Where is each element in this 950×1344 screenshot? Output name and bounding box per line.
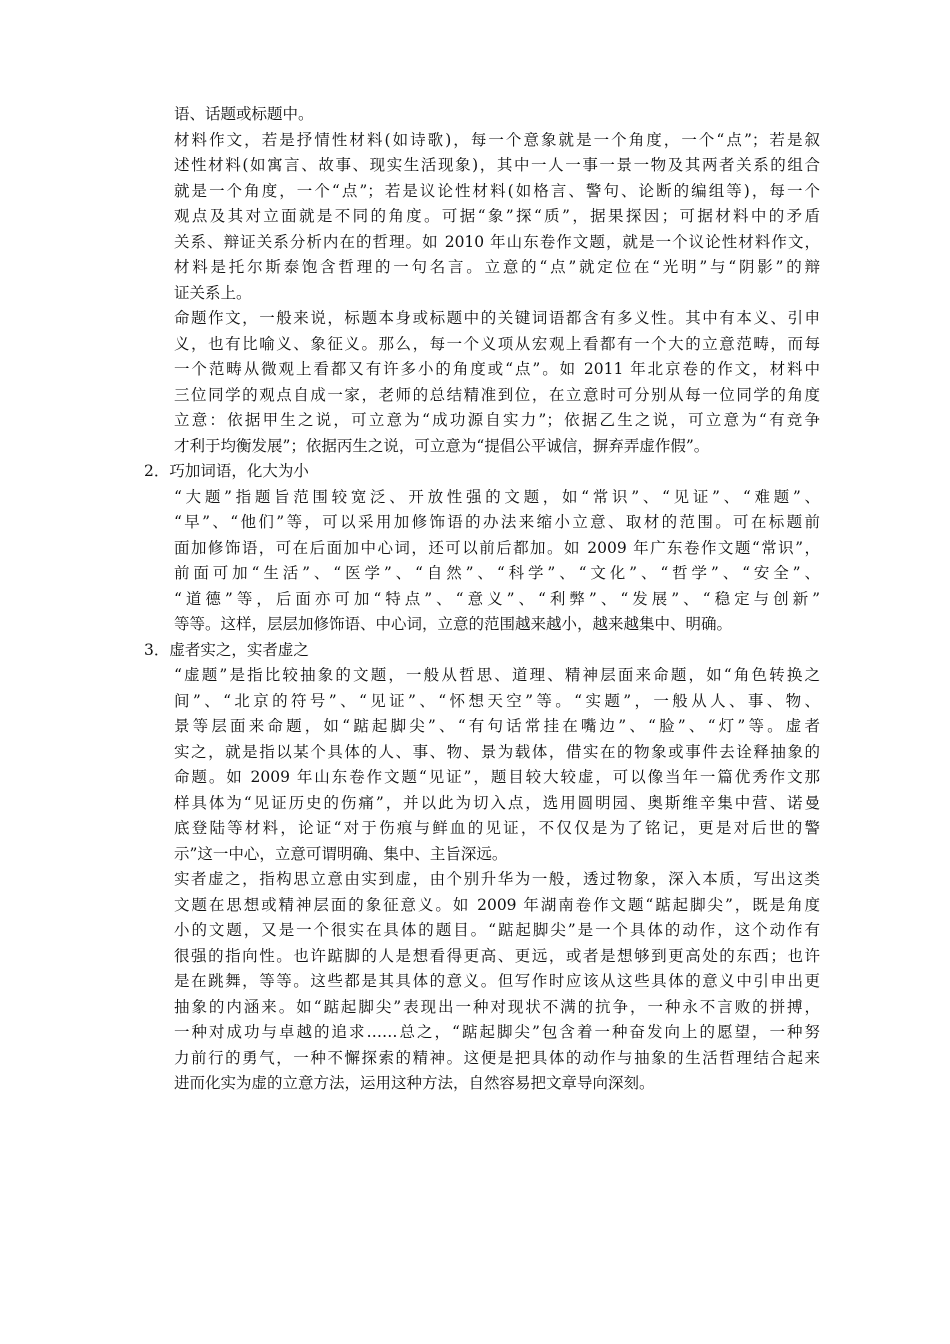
paragraph-line: 样具体为“见证历史的伤痛”，并以此为切入点，选用圆明园、奥斯维辛集中营、诺曼 <box>174 793 820 812</box>
paragraph-line: 材料是托尔斯泰饱含哲理的一句名言。立意的“点”就定位在“光明”与“阴影”的辩 <box>174 258 820 276</box>
paragraph-line: 就是一个角度，一个“点”；若是议论性材料(如格言、警句、论断的编组等)，每一个 <box>174 181 820 200</box>
paragraph-line: “大题”指题旨范围较宽泛、开放性强的文题，如“常识”、“见证”、“难题”、 <box>174 487 820 506</box>
paragraph-line: 才利于均衡发展”；依据丙生之说，可立意为“提倡公平诚信，摒弃弄虚作假”。 <box>174 436 710 455</box>
paragraph-line: 述性材料(如寓言、故事、现实生活现象)，其中一人一事一景一物及其两者关系的组合 <box>174 156 820 174</box>
paragraph-line: “虚题”是指比较抽象的文题，一般从哲思、道理、精神层面来命题，如“角色转换之 <box>174 666 820 684</box>
paragraph-line: 观点及其对立面就是不同的角度。可据“象”探“质”，据果探因；可据材料中的矛盾 <box>174 207 820 225</box>
paragraph-line: 命题作文，一般来说，标题本身或标题中的关键词语都含有多义性。其中有本义、引申 <box>174 309 820 327</box>
paragraph-line: 义，也有比喻义、象征义。那么，每一个义项从宏观上看都有一个大的立意范畴，而每 <box>174 334 820 353</box>
paragraph-line: 材料作文，若是抒情性材料(如诗歌)，每一个意象就是一个角度，一个“点”；若是叙 <box>174 130 820 149</box>
paragraph-line: 一种对成功与卓越的追求……总之，“踮起脚尖”包含着一种奋发向上的愿望，一种努 <box>174 1023 820 1041</box>
paragraph-line: 景等层面来命题，如“踮起脚尖”、“有句话常挂在嘴边”、“脸”、“灯”等。虚者 <box>174 717 820 735</box>
paragraph-line: 文题在思想或精神层面的象征意义。如 2009 年湖南卷作文题“踮起脚尖”，既是角度 <box>174 895 820 914</box>
section-heading: 3．虚者实之，实者虚之 <box>144 640 309 659</box>
paragraph-line: 间”、“北京的符号”、“见证”、“怀想天空”等。“实题”，一般从人、事、物、 <box>174 691 820 710</box>
paragraph-line: 一个范畴从微观上看都又有许多小的角度或“点”。如 2011 年北京卷的作文，材料中 <box>174 360 820 378</box>
paragraph-line: 面加修饰语，可在后面加中心词，还可以前后都加。如 2009 年广东卷作文题“常识”， <box>174 538 820 557</box>
paragraph-line: 底登陆等材料，论证“对于伤痕与鲜血的见证，不仅仅是为了铭记，更是对后世的警 <box>174 819 820 837</box>
paragraph-line: 是在跳舞，等等。这些都是其具体的意义。但写作时应该从这些具体的意义中引申出更 <box>174 972 820 990</box>
paragraph-line: 实者虚之，指构思立意由实到虚，由个别升华为一般，透过物象，深入本质，写出这类 <box>174 870 820 888</box>
paragraph-line: 关系、辩证关系分析内在的哲理。如 2010 年山东卷作文题，就是一个议论性材料作文， <box>174 232 820 251</box>
paragraph-line: 前面可加“生活”、“医学”、“自然”、“科学”、“文化”、“哲学”、“安全”、 <box>174 564 820 582</box>
section-heading: 2．巧加词语，化大为小 <box>144 462 309 480</box>
paragraph-line: “早”、“他们”等，可以采用加修饰语的办法来缩小立意、取材的范围。可在标题前 <box>174 513 820 531</box>
paragraph-line: 命题。如 2009 年山东卷作文题“见证”，题目较大较虚，可以像当年一篇优秀作文那 <box>174 768 820 786</box>
paragraph-line: 立意：依据甲生之说，可立意为“成功源自实力”；依据乙生之说，可立意为“有竞争 <box>174 411 820 429</box>
paragraph-line: 证关系上。 <box>174 283 252 302</box>
paragraph-line: 很强的指向性。也许踮脚的人是想看得更高、更远，或者是想够到更高处的东西；也许 <box>174 946 820 965</box>
paragraph-line: 小的文题，又是一个很实在具体的题目。“踮起脚尖”是一个具体的动作，这个动作有 <box>174 921 820 939</box>
paragraph-line: 力前行的勇气，一种不懈探索的精神。这便是把具体的动作与抽象的生活哲理结合起来 <box>174 1048 820 1067</box>
paragraph-line: 示”这一中心，立意可谓明确、集中、主旨深远。 <box>174 844 508 863</box>
paragraph-line: 语、话题或标题中。 <box>174 105 314 123</box>
paragraph-line: 等等。这样，层层加修饰语、中心词，立意的范围越来越小，越来越集中、明确。 <box>174 615 733 633</box>
paragraph-line: 进而化实为虚的立意方法，运用这种方法，自然容易把文章导向深刻。 <box>174 1074 655 1092</box>
paragraph-line: “道德”等，后面亦可加“特点”、“意义”、“利弊”、“发展”、“稳定与创新” <box>174 589 820 608</box>
paragraph-line: 实之，就是指以某个具体的人、事、物、景为载体，借实在的物象或事件去诠释抽象的 <box>174 742 820 761</box>
paragraph-line: 抽象的内涵来。如“踮起脚尖”表现出一种对现状不满的抗争，一种永不言败的拼搏， <box>174 997 820 1016</box>
paragraph-line: 三位同学的观点自成一家，老师的总结精准到位，在立意时可分别从每一位同学的角度 <box>174 385 820 404</box>
